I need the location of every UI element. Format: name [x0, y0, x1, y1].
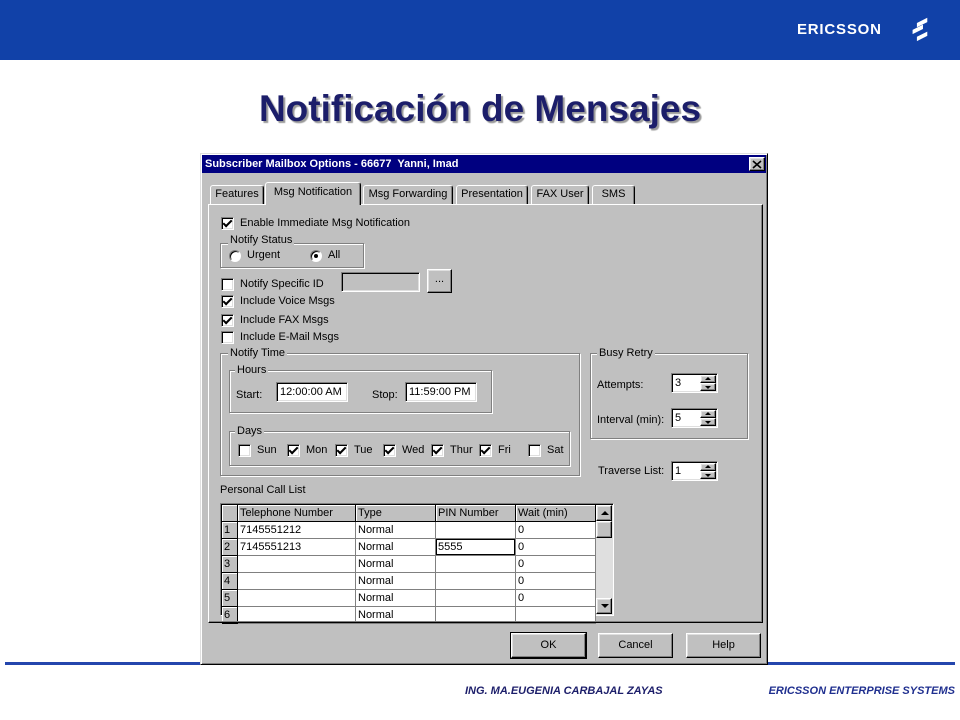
include-email-label: Include E-Mail Msgs	[240, 331, 340, 343]
telephone-cell[interactable]	[238, 590, 356, 607]
notify-specific-id-label: Notify Specific ID	[240, 278, 324, 290]
enable-immediate-label: Enable Immediate Msg Notification	[240, 217, 410, 229]
day-mon-option[interactable]	[287, 444, 327, 457]
spin-up-icon	[705, 377, 711, 380]
all-label: All	[328, 249, 341, 261]
traverse-list-spinner[interactable]	[671, 461, 718, 481]
include-fax-option[interactable]	[221, 314, 329, 327]
type-cell[interactable]: Normal	[356, 556, 436, 573]
include-fax-checkbox[interactable]	[221, 314, 234, 327]
spin-up-icon	[705, 412, 711, 415]
day-thur-option[interactable]	[431, 444, 473, 457]
grid-scrollbar[interactable]	[596, 505, 612, 614]
ok-button[interactable]: OK	[511, 633, 586, 658]
tab-presentation[interactable]: Presentation	[456, 185, 528, 204]
wait-cell[interactable]: 0	[516, 539, 596, 556]
column-header-telephone[interactable]: Telephone Number	[238, 505, 356, 522]
include-voice-label: Include Voice Msgs	[240, 295, 335, 307]
column-header-type[interactable]: Type	[356, 505, 436, 522]
interval-spin-down-button[interactable]	[700, 418, 716, 426]
dialog-title[interactable]: Subscriber Mailbox Options - 66677 Yanni, Imad	[202, 155, 766, 173]
day-tue-option[interactable]	[335, 444, 373, 457]
spin-up-icon	[705, 465, 711, 468]
pin-cell[interactable]	[436, 607, 516, 624]
attempts-spin-down-button[interactable]	[700, 383, 716, 391]
personal-call-list-label: Personal Call List	[220, 484, 306, 496]
day-sun-checkbox[interactable]	[238, 444, 251, 457]
day-sun-label: Sun	[257, 444, 277, 456]
traverse-spin-down-button[interactable]	[700, 471, 716, 479]
subscriber-mailbox-dialog	[200, 153, 768, 665]
attempts-spinner[interactable]	[671, 373, 718, 393]
day-wed-checkbox[interactable]	[383, 444, 396, 457]
table-header-row	[222, 505, 612, 522]
all-radio[interactable]	[310, 250, 322, 262]
table-row[interactable]	[222, 522, 612, 539]
grid-body	[222, 505, 612, 621]
scroll-up-icon	[601, 511, 609, 515]
all-option[interactable]	[310, 249, 340, 262]
attempts-spin-up-button[interactable]	[700, 375, 716, 383]
row-number[interactable]: 2	[222, 539, 238, 556]
table-row[interactable]	[222, 556, 612, 573]
day-sat-checkbox[interactable]	[528, 444, 541, 457]
day-wed-label: Wed	[402, 444, 425, 456]
column-header-pin[interactable]: PIN Number	[436, 505, 516, 522]
include-fax-label: Include FAX Msgs	[240, 314, 329, 326]
notify-specific-id-checkbox[interactable]	[221, 278, 234, 291]
day-mon-checkbox[interactable]	[287, 444, 300, 457]
day-wed-option[interactable]	[383, 444, 424, 457]
type-cell[interactable]: Normal	[356, 573, 436, 590]
day-thur-label: Thur	[450, 444, 473, 456]
pin-edit-cell[interactable]: 5555	[436, 539, 516, 556]
tab-sms[interactable]: SMS	[592, 185, 635, 204]
interval-label: Interval (min):	[597, 414, 665, 426]
day-tue-checkbox[interactable]	[335, 444, 348, 457]
wait-cell[interactable]: 0	[516, 522, 596, 539]
ericsson-logo-text: ERICSSON	[797, 21, 882, 38]
ericsson-logo-icon	[910, 16, 929, 42]
pin-cell[interactable]	[436, 522, 516, 539]
tab-features[interactable]: Features	[210, 185, 264, 204]
scroll-down-icon	[601, 604, 609, 608]
spin-down-icon	[705, 386, 711, 389]
help-button[interactable]: Help	[686, 633, 761, 658]
include-voice-checkbox[interactable]	[221, 295, 234, 308]
enable-immediate-option[interactable]	[221, 217, 410, 230]
scroll-up-button[interactable]	[596, 505, 612, 521]
include-voice-option[interactable]	[221, 295, 335, 308]
telephone-cell[interactable]: 7145551212	[238, 522, 356, 539]
close-button[interactable]	[749, 157, 765, 171]
traverse-spin-up-button[interactable]	[700, 463, 716, 471]
include-email-option[interactable]	[221, 331, 339, 344]
day-fri-label: Fri	[498, 444, 511, 456]
tab-fax-user[interactable]: FAX User	[531, 185, 589, 204]
table-row[interactable]	[222, 607, 612, 624]
close-icon	[753, 161, 761, 168]
day-mon-label: Mon	[306, 444, 328, 456]
personal-call-list-grid[interactable]	[220, 503, 614, 621]
type-cell[interactable]: Normal	[356, 522, 436, 539]
enable-immediate-checkbox[interactable]	[221, 217, 234, 230]
type-cell[interactable]: Normal	[356, 607, 436, 624]
spin-down-icon	[705, 474, 711, 477]
urgent-option[interactable]	[229, 249, 280, 262]
attempts-label: Attempts:	[597, 379, 644, 391]
traverse-list-label: Traverse List:	[598, 465, 665, 477]
header-banner	[0, 0, 960, 60]
telephone-cell[interactable]: 7145551213	[238, 539, 356, 556]
hours-legend: Hours	[237, 364, 267, 376]
pin-cell[interactable]	[436, 573, 516, 590]
column-header-wait[interactable]: Wait (min)	[516, 505, 596, 522]
day-fri-checkbox[interactable]	[479, 444, 492, 457]
urgent-radio[interactable]	[229, 250, 241, 262]
row-number[interactable]: 3	[222, 556, 238, 573]
table-row[interactable]	[222, 539, 612, 556]
notify-status-legend: Notify Status	[230, 234, 293, 246]
row-number[interactable]: 1	[222, 522, 238, 539]
type-cell[interactable]: Normal	[356, 590, 436, 607]
attempts-input[interactable]: 3	[671, 373, 718, 393]
day-thur-checkbox[interactable]	[431, 444, 444, 457]
specific-id-input[interactable]	[341, 272, 420, 292]
browse-id-button[interactable]: ...	[427, 269, 452, 293]
footer-company: ERICSSON ENTERPRISE SYSTEMS	[768, 685, 955, 697]
telephone-cell[interactable]	[238, 607, 356, 624]
day-fri-option[interactable]	[479, 444, 511, 457]
stop-label: Stop:	[372, 389, 398, 401]
notify-specific-id-option[interactable]	[221, 278, 324, 291]
wait-cell[interactable]	[516, 607, 596, 624]
spin-down-icon	[705, 421, 711, 424]
table-row[interactable]	[222, 590, 612, 607]
stop-time-input[interactable]: 11:59:00 PM	[405, 382, 477, 402]
start-time-input[interactable]: 12:00:00 AM	[276, 382, 348, 402]
pin-cell[interactable]	[436, 590, 516, 607]
telephone-cell[interactable]	[238, 573, 356, 590]
row-header-corner	[222, 505, 238, 522]
interval-spin-up-button[interactable]	[700, 410, 716, 418]
telephone-cell[interactable]	[238, 556, 356, 573]
day-sat-label: Sat	[547, 444, 564, 456]
days-legend: Days	[237, 425, 263, 437]
traverse-list-input[interactable]: 1	[671, 461, 718, 481]
day-sun-option[interactable]	[238, 444, 277, 457]
start-label: Start:	[236, 389, 263, 401]
row-number[interactable]: 6	[222, 607, 238, 624]
scroll-down-button[interactable]	[596, 598, 612, 614]
table-row[interactable]	[222, 573, 612, 590]
tab-msg-forwarding[interactable]: Msg Forwarding	[363, 185, 453, 204]
interval-input[interactable]: 5	[671, 408, 718, 428]
busy-retry-legend: Busy Retry	[599, 347, 653, 359]
interval-spinner[interactable]	[671, 408, 718, 428]
include-email-checkbox[interactable]	[221, 331, 234, 344]
type-cell[interactable]: Normal	[356, 539, 436, 556]
wait-cell[interactable]: 0	[516, 573, 596, 590]
cancel-button[interactable]: Cancel	[598, 633, 673, 658]
footer-author: ING. MA.EUGENIA CARBAJAL ZAYAS	[465, 685, 663, 697]
tab-msg-notification[interactable]: Msg Notification	[265, 182, 361, 205]
scroll-thumb[interactable]	[596, 521, 612, 538]
day-tue-label: Tue	[354, 444, 373, 456]
row-number[interactable]: 4	[222, 573, 238, 590]
notify-time-legend: Notify Time	[230, 347, 286, 359]
pin-cell[interactable]	[436, 556, 516, 573]
wait-cell[interactable]: 0	[516, 556, 596, 573]
urgent-label: Urgent	[247, 249, 281, 261]
slide-title: Notificación de Mensajes	[258, 88, 702, 129]
wait-cell[interactable]: 0	[516, 590, 596, 607]
row-number[interactable]: 5	[222, 590, 238, 607]
day-sat-option[interactable]	[528, 444, 564, 457]
